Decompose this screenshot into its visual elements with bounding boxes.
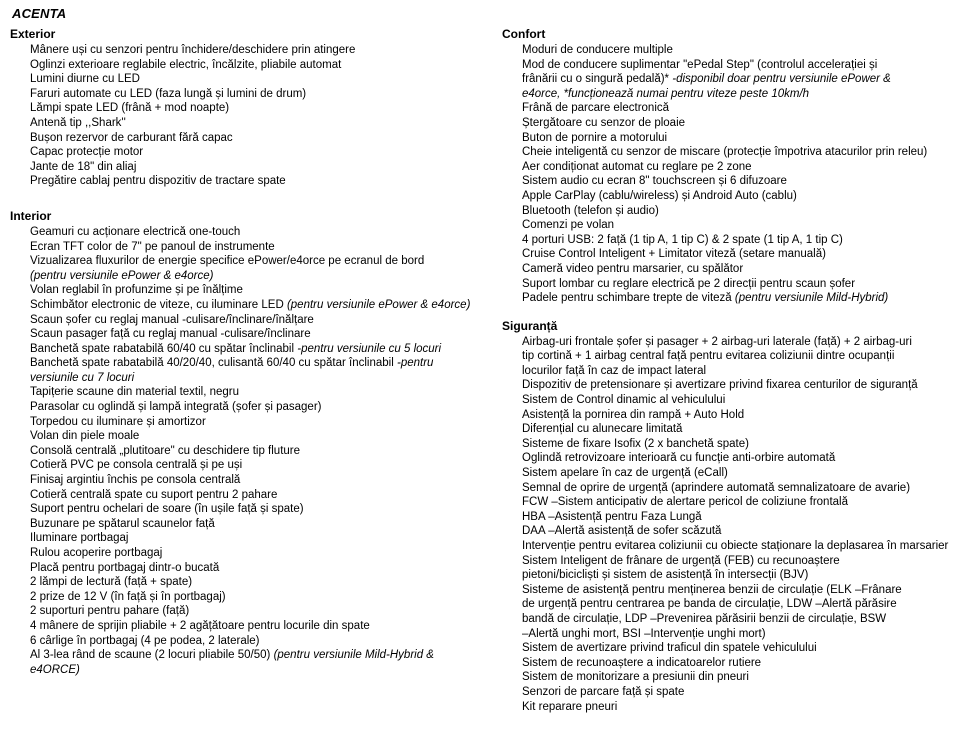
list-item-continuation: –Alertă unghi mort, BSI –Intervenție unghi mort) xyxy=(522,627,766,640)
list-item: Vizualizarea fluxurilor de energie specifice ePower/e4orce pe ecranul de bord xyxy=(30,255,425,268)
section-heading-siguranta: Siguranță xyxy=(502,318,558,333)
list-item: Suport lombar cu reglare electrică pe 2 direcții pentru scaun șofer xyxy=(522,277,856,290)
list-item: Parasolar cu oglindă și lampă integrată (șofer și pasager) xyxy=(30,401,322,414)
list-item: DAA –Alertă asistență de sofer scăzută xyxy=(522,525,722,538)
list-item: Al 3-lea rând de scaune (2 locuri pliabile 50/50) (pentru versiunile Mild-Hybrid & xyxy=(30,649,434,662)
list-item: Senzori de parcare față și spate xyxy=(522,685,685,698)
two-column-layout xyxy=(8,27,970,714)
list-item: Sistem Inteligent de frânare de urgență (FEB) cu recunoaștere xyxy=(522,554,840,567)
list-item: Oglinzi exterioare reglabile electric, încălzite, pliabile automat xyxy=(30,58,342,71)
list-item-continuation: de urgență pentru centrarea pe banda de circulație, LDW –Alertă părăsire xyxy=(522,598,897,611)
list-item: Aer condiționat automat cu reglare pe 2 zone xyxy=(522,160,752,173)
list-item: Bușon rezervor de carburant fără capac xyxy=(30,131,233,144)
list-item: Rulou acoperire portbagaj xyxy=(30,547,163,559)
list-item: Jante de 18" din aliaj xyxy=(30,160,137,173)
list-item: Apple CarPlay (cablu/wireless) și Android Auto (cablu) xyxy=(522,189,797,202)
section-heading-interior: Interior xyxy=(10,208,52,223)
list-item: Scaun pasager față cu reglaj manual -culisare/înclinare xyxy=(30,328,311,341)
list-item: FCW –Sistem anticipativ de alertare pericol de coliziune frontală xyxy=(522,496,848,509)
right-column xyxy=(486,27,966,714)
list-item: Cotieră centrală spate cu suport pentru 2 pahare xyxy=(30,488,278,501)
list-item: Lumini diurne cu LED xyxy=(30,73,140,86)
list-item-continuation: locurilor față în caz de impact lateral xyxy=(522,364,707,377)
list-item: Semnal de oprire de urgență (aprindere automată semnalizatoare de avarie) xyxy=(522,481,911,494)
list-item: Capac protecție motor xyxy=(30,146,144,159)
list-item: Schimbător electronic de viteze, cu iluminare LED (pentru versiunile ePower & e4orce) xyxy=(30,298,471,311)
section-heading-exterior: Exterior xyxy=(10,27,56,41)
section-spacer xyxy=(10,189,486,203)
list-item: Kit reparare pneuri xyxy=(522,700,618,713)
list-item: Consolă centrală „plutitoare" cu deschidere tip fluture xyxy=(30,444,301,457)
list-item: Sistem de monitorizare a presiunii din pneuri xyxy=(522,671,749,684)
list-item-continuation: tip cortină + 1 airbag central față pentru evitarea coliziunii dintre ocupanții xyxy=(522,350,895,363)
list-confort xyxy=(502,43,966,306)
list-siguranta xyxy=(502,335,966,714)
list-item: Pregătire cablaj pentru dispozitiv de tractare spate xyxy=(30,175,286,188)
list-item: Sisteme de asistență pentru menținerea benzii de circulație (ELK –Frânare xyxy=(522,583,902,596)
list-item-continuation: pietoni/bicicliști și sistem de asistență în intersecții (BJV) xyxy=(522,569,809,582)
page-title: ACENTA xyxy=(12,6,67,21)
list-item: Cheie inteligentă cu senzor de miscare (protecție împotriva atacurilor prin releu) xyxy=(522,146,928,159)
list-item: Torpedou cu iluminare și amortizor xyxy=(30,415,206,428)
list-item-continuation: (pentru versiunile ePower & e4orce) xyxy=(30,269,214,282)
list-item: Buton de pornire a motorului xyxy=(522,131,668,144)
list-item: Sisteme de fixare Isofix (2 x banchetă spate) xyxy=(522,437,749,450)
list-item: Cotieră PVC pe consola centrală și pe uși xyxy=(30,459,243,472)
list-item: Sistem audio cu ecran 8" touchscreen și 6 difuzoare xyxy=(522,175,787,188)
section-spacer xyxy=(502,306,966,313)
list-item: Iluminare portbagaj xyxy=(30,532,129,545)
list-item: Comenzi pe volan xyxy=(522,219,615,232)
list-item: Lămpi spate LED (frână + mod noapte) xyxy=(30,102,230,115)
list-item: Sistem de Control dinamic al vehiculului xyxy=(522,394,726,407)
list-item: Cruise Control Inteligent + Limitator viteză (setare manuală) xyxy=(522,248,826,261)
list-item: 4 mânere de sprijin pliabile + 2 agățătoare pentru locurile din spate xyxy=(30,619,370,632)
list-item: Mod de conducere suplimentar "ePedal Step" (controlul accelerației și xyxy=(522,58,878,71)
list-interior xyxy=(10,225,486,677)
left-column xyxy=(8,27,486,677)
list-item: Finisaj argintiu închis pe consola centrală xyxy=(30,474,241,487)
list-item-continuation: e4ORCE) xyxy=(30,663,80,676)
list-item: 6 cârlige în portbagaj (4 pe podea, 2 laterale) xyxy=(30,634,260,647)
list-item: 2 prize de 12 V (în față și în portbagaj) xyxy=(30,590,226,603)
list-item: Sistem apelare în caz de urgență (eCall) xyxy=(522,467,728,480)
list-item-continuation: e4orce, *funcționează numai pentru viteze peste 10km/h xyxy=(522,87,810,100)
list-item: Mânere uși cu senzori pentru închidere/deschidere prin atingere xyxy=(30,44,356,56)
list-item: Faruri automate cu LED (faza lungă și lumini de drum) xyxy=(30,87,307,100)
list-item: Scaun șofer cu reglaj manual -culisare/înclinare/înălțare xyxy=(30,313,314,326)
list-item: Asistență la pornirea din rampă + Auto Hold xyxy=(522,408,745,421)
list-item: 2 suporturi pentru pahare (față) xyxy=(30,605,190,618)
list-item: Placă pentru portbagaj dintr-o bucată xyxy=(30,561,220,574)
list-item: Moduri de conducere multiple xyxy=(522,44,673,56)
list-item: Intervenție pentru evitarea coliziunii cu obiecte staționare la deplasarea în marsarier xyxy=(522,540,949,552)
list-item: Geamuri cu acționare electrică one-touch xyxy=(30,225,241,238)
list-item: Oglindă retrovizoare interioară cu funcție anti-orbire automată xyxy=(522,452,836,465)
list-item: Frână de parcare electronică xyxy=(522,102,670,115)
list-item: Ecran TFT color de 7" pe panoul de instrumente xyxy=(30,240,275,253)
list-item: Antenă tip ,,Shark'' xyxy=(30,116,126,129)
list-item-continuation: bandă de circulație, LDP –Prevenirea părăsirii benzii de circulație, BSW xyxy=(522,612,887,625)
list-item-continuation: versiunile cu 7 locuri xyxy=(30,371,135,384)
list-item: frânării cu o singură pedală)* -disponibil doar pentru versiunile ePower & xyxy=(522,73,891,86)
list-item: Diferențial cu alunecare limitată xyxy=(522,423,683,436)
section-heading-confort: Confort xyxy=(502,27,546,41)
list-item: 2 lămpi de lectură (față + spate) xyxy=(30,576,193,589)
list-item: Banchetă spate rabatabilă 40/20/40, culisantă 60/40 cu spătar înclinabil -pentru xyxy=(30,357,434,370)
list-item: Sistem de avertizare privind traficul din spatele vehiculului xyxy=(522,642,817,655)
list-item: Buzunare pe spătarul scaunelor față xyxy=(30,517,215,530)
list-item: 4 porturi USB: 2 față (1 tip A, 1 tip C) & 2 spate (1 tip A, 1 tip C) xyxy=(522,233,843,246)
list-item: Suport pentru ochelari de soare (în ușile față și spate) xyxy=(30,503,304,516)
list-item: Padele pentru schimbare trepte de viteză (pentru versiunile Mild-Hybrid) xyxy=(522,292,889,305)
list-item: Volan din piele moale xyxy=(30,430,140,443)
list-item: Bluetooth (telefon și audio) xyxy=(522,204,659,217)
list-item: Airbag-uri frontale șofer și pasager + 2 airbag-uri laterale (față) + 2 airbag-uri xyxy=(522,335,912,348)
list-item: Dispozitiv de pretensionare și avertizare privind fixarea centurilor de siguranță xyxy=(522,379,918,392)
list-item: Volan reglabil în profunzime și pe înălțime xyxy=(30,284,243,297)
list-item: HBA –Asistență pentru Faza Lungă xyxy=(522,510,702,523)
list-exterior xyxy=(10,43,486,189)
list-item: Banchetă spate rabatabilă 60/40 cu spătar înclinabil -pentru versiunile cu 5 locuri xyxy=(30,342,442,355)
list-item: Cameră video pentru marsarier, cu spălător xyxy=(522,262,744,275)
list-item: Tapițerie scaune din material textil, negru xyxy=(30,386,240,399)
list-item: Ștergătoare cu senzor de ploaie xyxy=(522,116,686,129)
list-item: Sistem de recunoaștere a indicatoarelor rutiere xyxy=(522,656,762,669)
